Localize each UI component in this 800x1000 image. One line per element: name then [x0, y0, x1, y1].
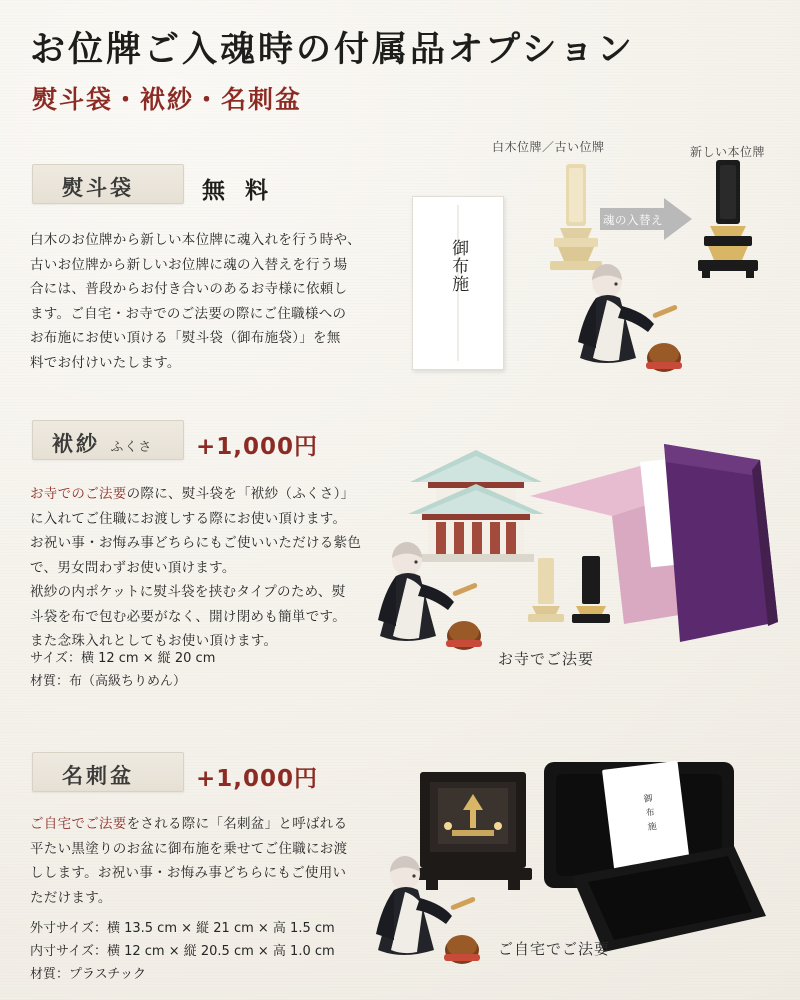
section-body-1: 白木のお位牌から新しい本位牌に魂入れを行う時や、 古いお位牌から新しいお位牌に魂の入替えを行う場 合には、普段からお付き合いのあるお寺様に依頼し ます。ご自宅・お寺でのご法要の際にご住職様への お布施にお使い頂ける「熨斗袋（御布施袋）」を無 料でお付けいたします。 [30, 232, 361, 371]
section-label-2-main: 袱紗 [52, 432, 100, 456]
caption-home: ご自宅でご法要 [498, 940, 611, 958]
monk-illustration-bottom [358, 854, 488, 972]
section-price-3: +1,000円 [196, 766, 319, 792]
arrow-label: 魂の入替え [603, 213, 663, 227]
emphasis-home: ご自宅でご法要 [30, 816, 127, 832]
section-body-3: ご自宅でご法要をされる際に「名刺盆」と呼ばれる 平たい黒塗りのお盆に御布施を乗せてご住職にお渡 しします。お祝い事・お悔み事どちらにもご使用い ただけます。 [30, 816, 348, 906]
section-label-2-sub: ふくさ [110, 440, 153, 455]
page-subtitle: 熨斗袋・袱紗・名刺盆 [32, 85, 303, 114]
section-label-1: 熨斗袋 [62, 176, 134, 200]
section-label-2 [52, 428, 152, 458]
monk-illustration-middle [360, 540, 490, 658]
svg-text:御: 御 [643, 793, 654, 805]
new-ihai-icon [690, 158, 766, 282]
svg-text:施: 施 [647, 821, 658, 833]
section-specs-2: サイズ：横 12 cm × 縦 20 cm 材質：布（高級ちりめん） [30, 651, 216, 689]
section-specs-3: 外寸サイズ：横 13.5 cm × 縦 21 cm × 高 1.5 cm 内寸サイズ：横 12 cm × 縦 20.5 cm × 高 1.0 cm 材質：プラスチック [30, 921, 335, 982]
section-body-2: お寺でのご法要の際に、熨斗袋を「袱紗（ふくさ）」 に入れてご住職にお渡しする際にお使い頂けます。 お祝い事・お悔み事どちらにもご使いいただける紫色 で、男女問わずお使い頂けます。 袱紗の内ポケットに熨斗袋を挟むタイプのため、熨 斗袋を布で包む必要がなく、開け閉めも簡単です。 また念珠入れとしてもお使い頂けます。 [30, 486, 362, 650]
svg-text:布: 布 [645, 807, 656, 819]
envelope-text: 御布施 [448, 239, 469, 293]
page-title: お位牌ご入魂時の付属品オプション [30, 30, 635, 70]
section-price-1: 無 料 [202, 178, 275, 204]
section-price-2: +1,000円 [196, 434, 319, 460]
monk-illustration-top [560, 262, 690, 380]
section-label-3: 名刺盆 [62, 764, 134, 788]
label-old-ihai: 白木位牌／古い位牌 [492, 140, 605, 154]
caption-temple: お寺でご法要 [498, 650, 595, 668]
envelope-ofuse [412, 196, 504, 370]
emphasis-temple: お寺でのご法要 [30, 486, 127, 502]
label-new-ihai: 新しい本位牌 [690, 145, 766, 159]
fukusa-closed-illustration [640, 436, 790, 646]
